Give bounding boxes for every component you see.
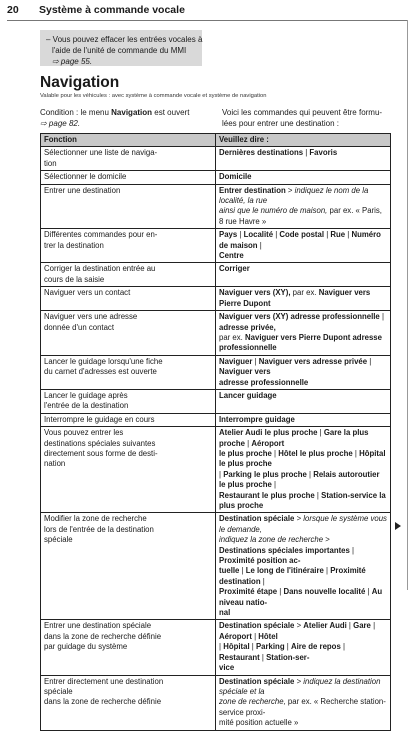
command-keyword: Rue [330, 230, 346, 240]
command-keyword: Proximité destination [219, 566, 366, 586]
command-text: | [352, 448, 360, 458]
section-subtitle: Valable pour les véhicules : avec système à commande vocale et système de navigation [40, 93, 267, 99]
function-line: lors de l'entrée de la destination [44, 524, 154, 534]
command-keyword: Station-service la plus proche [219, 490, 386, 510]
function-line: Vous pouvez entrer les [44, 428, 124, 438]
command-text: | [219, 469, 224, 479]
command-text: | [245, 438, 252, 448]
command-text: par ex. [219, 332, 246, 342]
function-line: Différentes commandes pour en- [44, 230, 158, 240]
function-cell [41, 311, 216, 356]
command-line [219, 391, 387, 401]
command-keyword: Atelier Audi [303, 621, 347, 631]
command-text: > [285, 185, 295, 195]
command-text: par ex. « Paris, 8 rue Havre » [219, 206, 382, 226]
function-line: spéciale [44, 535, 73, 545]
command-keyword: tuelle [219, 566, 240, 576]
header-divider [7, 20, 407, 21]
command-cell [216, 427, 391, 513]
function-cell [41, 389, 216, 413]
command-line [219, 415, 387, 425]
command-keyword: Interrompre guidage [219, 414, 295, 424]
command-keyword: Dans nouvelle localité [283, 587, 366, 597]
command-text: > [294, 676, 304, 686]
command-instruction: lorsque le système vous le demande, [219, 514, 387, 534]
command-keyword: Gare [353, 621, 371, 631]
command-keyword: Destinations spéciales importantes [219, 545, 350, 555]
command-keyword: Centre [219, 251, 244, 261]
function-cell [41, 427, 216, 513]
function-line: Entrer directement une destination [44, 676, 164, 686]
page-header [7, 4, 407, 19]
command-keyword: Dernières destinations [219, 148, 304, 158]
command-instruction: zone de recherche, [219, 697, 286, 707]
table-row [41, 675, 391, 730]
table-header-row [41, 134, 391, 147]
function-line: cours de la saisie [44, 274, 105, 284]
table-row [41, 620, 391, 675]
function-line: spéciale [44, 686, 73, 696]
function-line: Sélectionner une liste de naviga- [44, 148, 158, 158]
function-line: Naviguer vers une adresse [44, 312, 138, 322]
function-line: tion [44, 158, 57, 168]
function-line: Lancer le guidage après [44, 390, 128, 400]
command-line [219, 608, 387, 618]
table-row [41, 355, 391, 389]
command-line [219, 621, 387, 642]
command-keyword: Naviguer vers [219, 367, 271, 377]
function-line: Modifier la zone de recherche [44, 514, 147, 524]
note-line: l'aide de l'unité de commande du MMI [52, 46, 187, 55]
table-row [41, 229, 391, 263]
condition-prefix: Condition : le menu [40, 108, 112, 117]
function-cell [41, 263, 216, 287]
command-text: | [277, 587, 284, 597]
command-keyword: Numéro de maison [219, 230, 381, 250]
intro-text [222, 107, 384, 129]
table-row [41, 171, 391, 184]
command-cell [216, 287, 391, 311]
command-keyword: Favoris [309, 148, 338, 158]
command-line [219, 663, 387, 673]
command-keyword: Aéroport [219, 631, 252, 641]
command-line [219, 230, 387, 251]
command-text: > [294, 514, 304, 524]
note-page-link[interactable]: ⇨ page 55. [52, 57, 93, 66]
command-instruction: indiquez le nom de la localité, la rue [219, 185, 369, 206]
command-line [219, 449, 387, 470]
command-text: | [271, 480, 277, 490]
function-line: Lancer le guidage lorsqu'une fiche [44, 356, 163, 366]
command-keyword: Destination spéciale [219, 621, 295, 631]
command-keyword: Relais autoroutier le plus proche [219, 469, 380, 490]
command-text: | [219, 642, 224, 652]
command-line [219, 288, 387, 309]
command-cell [216, 389, 391, 413]
command-keyword: Naviguer vers adresse privée [258, 356, 368, 366]
command-keyword: Domicile [219, 172, 252, 182]
command-instruction: indiquez la zone de recherche [219, 535, 324, 545]
command-text: | [273, 230, 280, 240]
command-text: | [252, 356, 259, 366]
command-text: par ex. [290, 288, 319, 298]
command-cell [216, 184, 391, 229]
command-text: par ex. « Recherche station-service proxi- [219, 697, 386, 717]
table-row [41, 147, 391, 171]
function-cell [41, 184, 216, 229]
command-keyword: Pays [219, 230, 238, 240]
function-line: destinations spéciales suivantes [44, 438, 156, 448]
command-text: | [365, 587, 372, 597]
command-keyword: Aéroport [251, 438, 285, 448]
command-text: | [249, 642, 256, 652]
command-line [219, 491, 387, 512]
command-keyword: Entrer destination [219, 185, 286, 195]
function-line: Sélectionner le domicile [44, 172, 127, 182]
command-keyword: Restaurant [219, 652, 260, 662]
command-line [219, 312, 387, 333]
command-text: | [323, 566, 331, 576]
command-cell [216, 620, 391, 675]
command-line [219, 172, 387, 182]
command-keyword: le plus proche [219, 448, 272, 458]
command-keyword: Restaurant le plus proche [219, 490, 315, 500]
command-keyword: Hôpital [223, 642, 250, 652]
command-keyword: Hôpital le plus proche [219, 448, 386, 469]
table-row [41, 413, 391, 426]
function-cell [41, 355, 216, 389]
command-line [219, 333, 387, 354]
command-keyword: Hôtel [258, 631, 278, 641]
command-keyword: Gare la plus proche [219, 428, 369, 448]
function-line: Corriger la destination entrée au [44, 264, 156, 274]
function-cell [41, 147, 216, 171]
command-instruction: indiquez la destination spéciale et la [219, 676, 381, 696]
function-line: donnée d'un contact [44, 322, 114, 332]
command-line [219, 186, 387, 207]
table-row [41, 311, 391, 356]
command-cell [216, 263, 391, 287]
command-text: | [237, 230, 244, 240]
command-keyword: Au niveau natio- [219, 587, 383, 607]
command-line [219, 264, 387, 274]
command-keyword: Destination spéciale [219, 676, 295, 686]
command-keyword: Naviguer vers Pierre Dupont adresse professionnelle [219, 332, 382, 353]
command-keyword: Proximité position ac- [219, 556, 301, 566]
function-line: nation [44, 459, 66, 469]
command-text: | [346, 621, 354, 631]
table-row [41, 184, 391, 229]
continue-arrow-icon [395, 522, 401, 530]
voice-commands-table [40, 133, 391, 731]
page-edge-line [407, 20, 408, 590]
page-number: 20 [7, 4, 19, 16]
condition-menu: Navigation [111, 108, 153, 117]
column-header-function: Fonction [41, 134, 216, 147]
command-keyword: Naviguer vers (XY) adresse professionnelle [219, 312, 380, 322]
command-text: | [324, 230, 331, 240]
command-keyword: Naviguer vers (XY), [219, 288, 291, 298]
command-text: > [294, 621, 304, 631]
function-line: Naviguer vers un contact [44, 288, 131, 298]
table-row [41, 389, 391, 413]
command-cell [216, 675, 391, 730]
intro-line: Voici les commandes qui peuvent être formu- [222, 108, 383, 117]
note-box [40, 30, 202, 66]
command-keyword: adresse privée, [219, 322, 276, 332]
function-cell [41, 513, 216, 620]
command-text: > [323, 535, 330, 545]
command-text: | [379, 312, 384, 322]
function-line: Interrompre le guidage en cours [44, 414, 155, 424]
table-row [41, 287, 391, 311]
command-cell [216, 413, 391, 426]
table-body [41, 147, 391, 730]
command-line [219, 535, 387, 545]
condition-page-link[interactable]: ⇨ page 82. [40, 119, 81, 128]
condition-suffix: est ouvert [152, 108, 190, 117]
command-keyword: Atelier Audi le plus proche [219, 428, 318, 438]
command-text: | [259, 652, 267, 662]
command-keyword: Proximité étape [219, 587, 278, 597]
command-cell [216, 147, 391, 171]
section-title: Navigation [40, 74, 120, 91]
function-cell [41, 675, 216, 730]
function-line: trer la destination [44, 240, 104, 250]
command-cell [216, 311, 391, 356]
function-cell [41, 287, 216, 311]
command-line [219, 148, 387, 158]
command-line [219, 251, 387, 261]
function-line: dans la zone de recherche définie [44, 631, 162, 641]
command-keyword: adresse professionnelle [219, 377, 309, 387]
command-cell [216, 513, 391, 620]
function-line: par guidage du système [44, 642, 128, 652]
command-keyword: Naviguer [219, 356, 253, 366]
page-header-title: Système à commande vocale [39, 4, 185, 16]
command-line [219, 677, 387, 698]
command-line [219, 697, 387, 718]
function-line: Entrer une destination spéciale [44, 621, 152, 631]
command-keyword: Localité [243, 230, 274, 240]
command-keyword: Naviguer vers Pierre Dupont [219, 288, 371, 308]
function-line: Entrer une destination [44, 185, 121, 195]
command-text: | [367, 356, 372, 366]
table-row [41, 513, 391, 620]
command-text: | [370, 621, 376, 631]
command-text: | [314, 490, 322, 500]
command-keyword: Station-ser- [266, 652, 310, 662]
command-line [219, 642, 387, 663]
command-line [219, 718, 387, 728]
function-line: du carnet d'adresses est ouverte [44, 367, 157, 377]
command-text: | [317, 428, 324, 438]
command-keyword: Parking [255, 642, 285, 652]
command-text: | [271, 448, 279, 458]
command-text: | [340, 642, 345, 652]
command-line [219, 378, 387, 388]
command-line [219, 357, 387, 378]
command-text: | [257, 240, 262, 250]
command-keyword: Corriger [219, 264, 250, 274]
command-keyword: vice [219, 663, 235, 673]
command-keyword: Aire de repos [290, 642, 341, 652]
command-line [219, 546, 387, 567]
command-text: | [349, 545, 355, 555]
command-keyword: Code postal [279, 230, 325, 240]
note-line: – Vous pouvez effacer les entrées vocales à [46, 35, 203, 44]
command-keyword: Lancer guidage [219, 390, 277, 400]
command-line [219, 428, 387, 449]
command-line [219, 587, 387, 608]
command-keyword: Destination spéciale [219, 514, 295, 524]
command-text: | [306, 469, 314, 479]
command-text: | [345, 230, 352, 240]
command-cell [216, 171, 391, 184]
function-cell [41, 620, 216, 675]
command-text: | [239, 566, 246, 576]
command-keyword: Le long de l'itinéraire [245, 566, 324, 576]
function-line: dans la zone de recherche définie [44, 697, 162, 707]
command-keyword: Hôtel le plus proche [278, 448, 353, 458]
command-instruction: ainsi que le numéro de maison, [219, 206, 328, 216]
command-cell [216, 229, 391, 263]
function-line: l'entrée de la destination [44, 401, 129, 411]
command-line [219, 514, 387, 535]
function-cell [41, 171, 216, 184]
command-text: mité position actuelle » [219, 718, 299, 728]
command-keyword: Parking le plus proche [223, 469, 307, 479]
command-keyword: nal [219, 608, 231, 618]
intro-line: lées pour entrer une destination : [222, 119, 339, 128]
function-cell [41, 229, 216, 263]
table-row [41, 263, 391, 287]
command-text: | [260, 576, 265, 586]
command-text: | [303, 148, 310, 158]
command-text: | [284, 642, 291, 652]
function-cell [41, 413, 216, 426]
condition-text [40, 107, 202, 129]
function-line: directement sous forme de desti- [44, 448, 158, 458]
command-line [219, 206, 387, 227]
command-cell [216, 355, 391, 389]
command-line [219, 566, 387, 587]
command-line [219, 470, 387, 491]
command-text: | [251, 631, 259, 641]
table-row [41, 427, 391, 513]
column-header-say: Veuillez dire : [216, 134, 391, 147]
